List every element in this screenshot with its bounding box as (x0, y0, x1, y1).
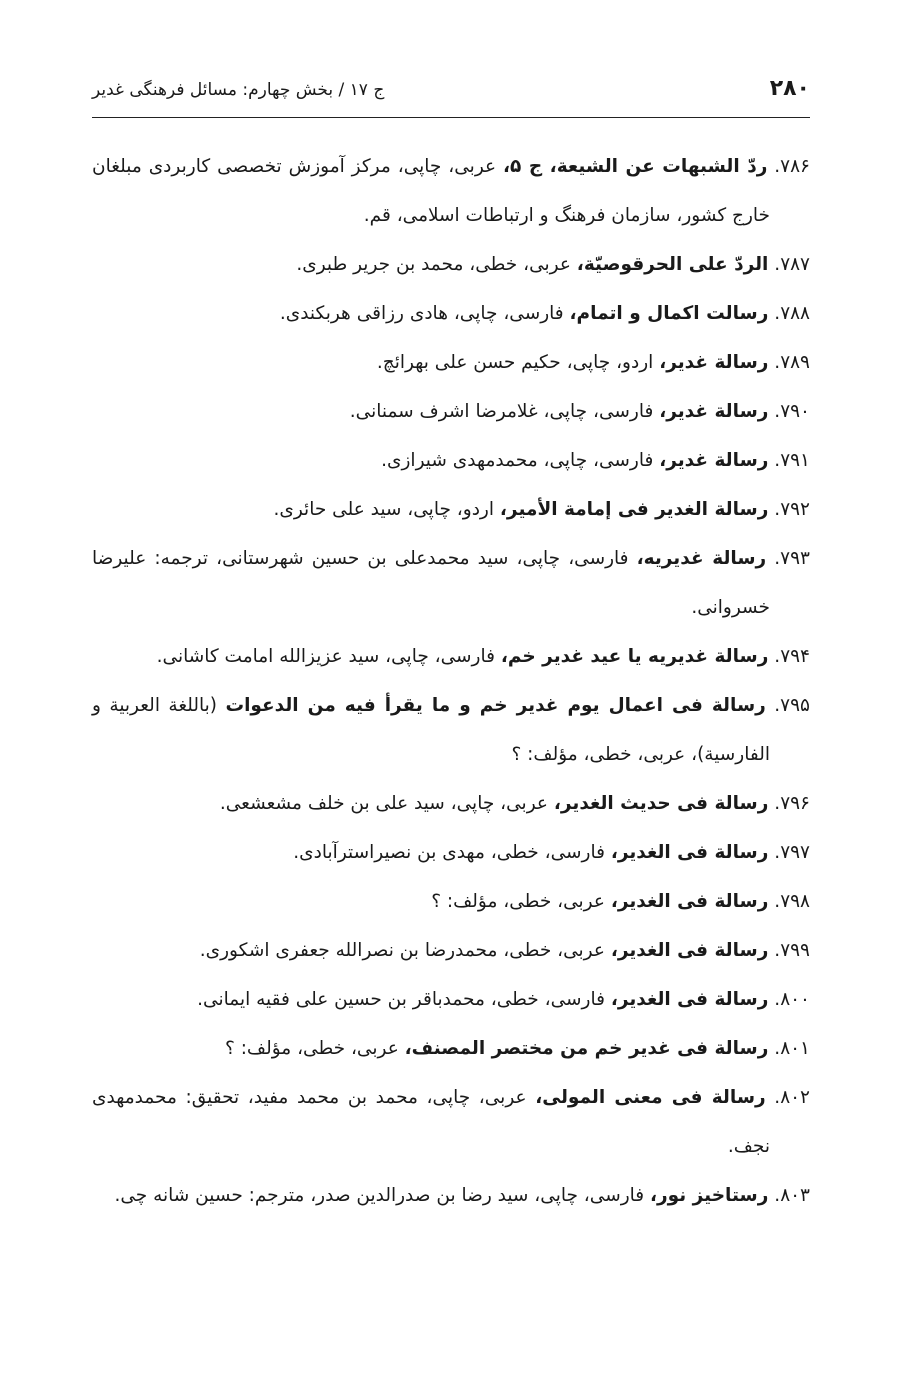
entry-details: فارسی، چاپی، سید محمدعلی بن حسین شهرستانی، ترجمه: علیرضا خسروانی. (92, 548, 770, 618)
entry-details: فارسی، چاپی، هادی رزاقی هربکندی. (279, 303, 564, 324)
running-head: ج ۱۷ / بخش چهارم: مسائل فرهنگی غدیر (92, 80, 385, 100)
list-item (92, 485, 810, 534)
entry-number: ۷۹۷. (774, 842, 810, 863)
entry-number: ۷۹۰. (774, 401, 810, 422)
entry-details: فارسی، چاپی، سید عزیزالله امامت کاشانی. (156, 646, 495, 667)
entry-number: ۷۹۳. (774, 548, 810, 569)
entry-number: ۷۹۱. (774, 450, 810, 471)
entry-details: عربی، خطی، محمد بن جریر طبری. (296, 254, 571, 275)
list-item (92, 681, 810, 779)
entry-title: رسالة فی الغدیر، (610, 891, 769, 912)
list-item (92, 975, 810, 1024)
list-item (92, 1171, 810, 1220)
list-item (92, 779, 810, 828)
entry-title: رسالة فی حدیث الغدیر، (553, 793, 769, 814)
entry-title: رسالة غدیریه یا عید غدیر خم، (500, 646, 769, 667)
entry-title: رسالة الغدیر فی إمامة الأمیر، (499, 499, 769, 520)
page-number: ۲۸۰ (769, 76, 810, 101)
entry-title: رسالة غدیر، (659, 401, 769, 422)
entry-details: عربی، خطی، مؤلف: ؟ (431, 891, 605, 912)
entry-title: رسالة فی اعمال یوم غدیر خم و ما یقرأ فیه من الدعوات (225, 695, 766, 716)
entry-number: ۷۸۹. (774, 352, 810, 373)
list-item (92, 828, 810, 877)
entry-title: رسالة فی الغدیر، (610, 842, 769, 863)
page-header (92, 76, 810, 116)
bibliography-list (92, 142, 810, 1220)
entry-details: فارسی، چاپی، محمدمهدی شیرازی. (381, 450, 654, 471)
list-item (92, 289, 810, 338)
list-item (92, 338, 810, 387)
entry-number: ۷۹۴. (774, 646, 810, 667)
list-item (92, 387, 810, 436)
entry-details: فارسی، خطی، مهدی بن نصیراسترآبادی. (293, 842, 605, 863)
entry-number: ۸۰۰. (774, 989, 810, 1010)
entry-title: رسالة غدیر، (659, 450, 769, 471)
entry-title: رسالة فی غدیر خم من مختصر المصنف، (404, 1038, 769, 1059)
entry-title: رستاخیز نور، (650, 1185, 769, 1206)
entry-number: ۷۹۸. (774, 891, 810, 912)
entry-title: رسالة فی الغدیر، (610, 989, 769, 1010)
entry-title: رسالت اکمال و اتمام، (569, 303, 769, 324)
entry-details: اردو، چاپی، حکیم حسن علی بهرائچ. (376, 352, 654, 373)
entry-number: ۷۹۲. (774, 499, 810, 520)
entry-details: فارسی، چاپی، سید رضا بن صدرالدین صدر، مترجم: حسین شانه چی. (114, 1185, 645, 1206)
list-item (92, 436, 810, 485)
list-item (92, 1024, 810, 1073)
header-divider (92, 117, 810, 118)
entry-number: ۷۹۹. (774, 940, 810, 961)
entry-title: الردّ علی الحرقوصیّة، (576, 254, 769, 275)
entry-number: ۷۹۵. (774, 695, 810, 716)
entry-number: ۷۹۶. (774, 793, 810, 814)
list-item (92, 240, 810, 289)
entry-title: رسالة فی معنی المولی، (535, 1087, 766, 1108)
entry-details: فارسی، چاپی، غلامرضا اشرف سمنانی. (349, 401, 654, 422)
entry-details: عربی، چاپی، محمد بن محمد مفید، تحقیق: محمدمهدی نجف. (92, 1087, 770, 1157)
list-item (92, 142, 810, 240)
entry-number: ۷۸۸. (774, 303, 810, 324)
entry-number: ۸۰۳. (774, 1185, 810, 1206)
entry-title: ردّ الشبهات عن الشیعة، ج ۵، (503, 156, 768, 177)
entry-number: ۸۰۱. (774, 1038, 810, 1059)
entry-title: رسالة فی الغدیر، (610, 940, 769, 961)
list-item (92, 534, 810, 632)
entry-number: ۸۰۲. (774, 1087, 810, 1108)
list-item (92, 926, 810, 975)
list-item (92, 632, 810, 681)
entry-title: رسالة غدیر، (659, 352, 769, 373)
entry-title: رسالة غدیریه، (636, 548, 767, 569)
list-item (92, 877, 810, 926)
entry-number: ۷۸۶. (774, 156, 810, 177)
entry-details: عربی، خطی، محمدرضا بن نصرالله جعفری اشکوری. (199, 940, 605, 961)
entry-number: ۷۸۷. (774, 254, 810, 275)
entry-details: عربی، خطی، مؤلف: ؟ (225, 1038, 399, 1059)
list-item (92, 1073, 810, 1171)
entry-details: اردو، چاپی، سید علی حائری. (273, 499, 495, 520)
entry-details: عربی، چاپی، سید علی بن خلف مشعشعی. (219, 793, 548, 814)
entry-details: عربی، چاپی، مرکز آموزش تخصصی کاربردی مبلغان خارج کشور، سازمان فرهنگ و ارتباطات اسلامی، قم. (92, 156, 770, 226)
entry-details: (باللغة العربیة و الفارسیة)، عربی، خطی، مؤلف: ؟ (92, 695, 770, 765)
entry-details: فارسی، خطی، محمدباقر بن حسین علی فقیه ایمانی. (197, 989, 605, 1010)
